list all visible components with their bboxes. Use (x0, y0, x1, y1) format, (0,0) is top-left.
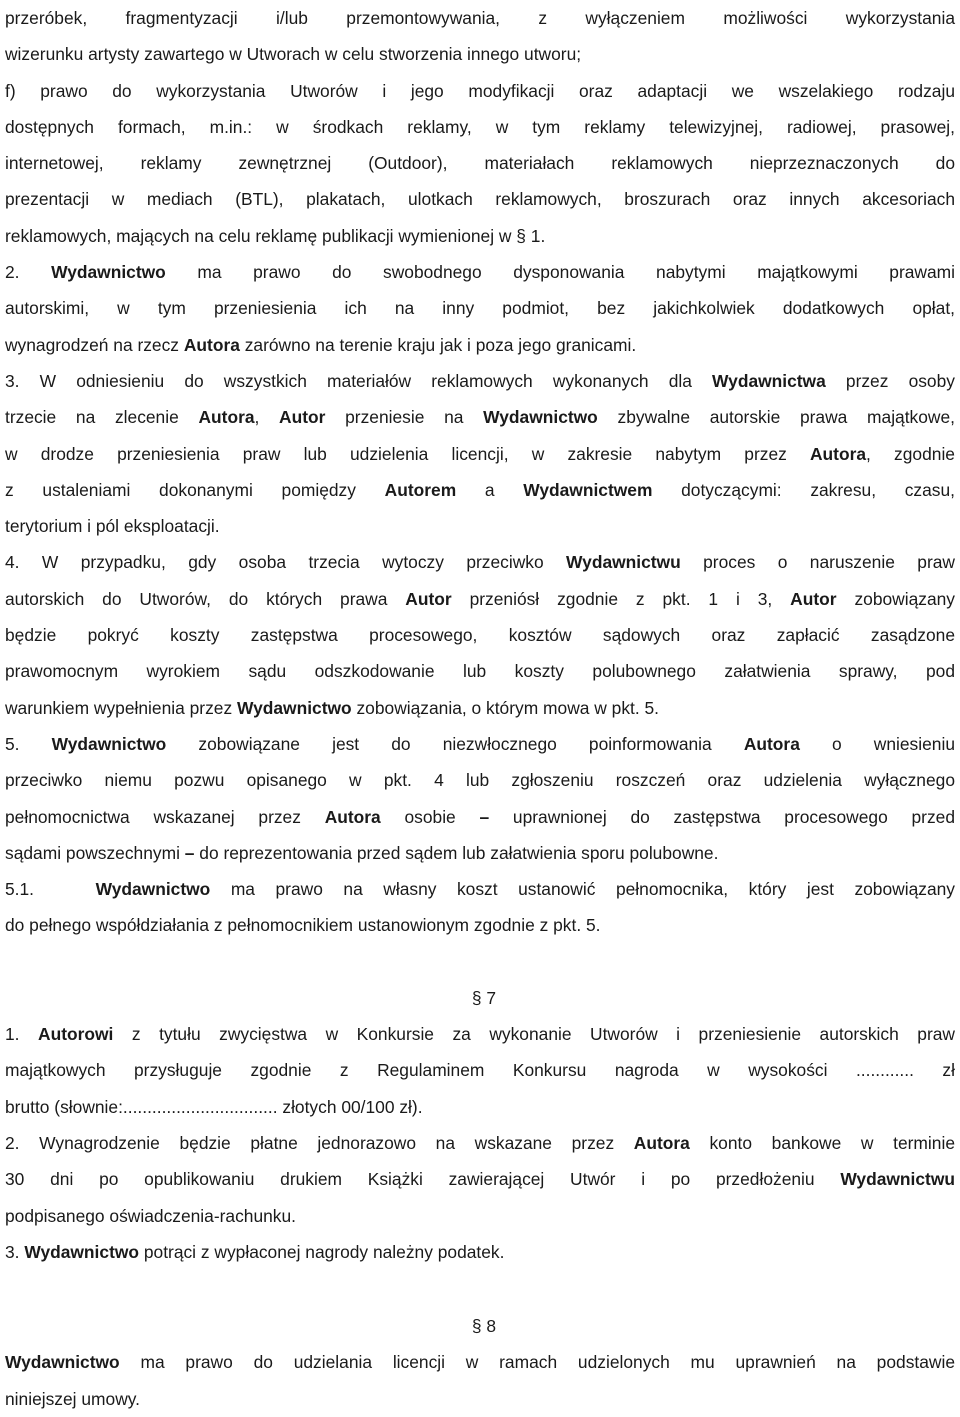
bold-term: Autora (810, 443, 867, 464)
section-heading-8: § 8 (471, 1316, 497, 1337)
bold-term: Autora (183, 334, 240, 355)
text-run: przeciwko niemu pozwu opisanego w pkt. 4 lub zgłoszeniu roszczeń oraz udzielenia wyłącznego (5, 770, 955, 791)
text-run: 5.1. (5, 879, 96, 900)
text-line (5, 871, 955, 907)
text-run: zobowiązany (836, 588, 955, 609)
bold-term: Wydawnictwu (566, 552, 681, 573)
text-run: majątkowych przysługuje zgodnie z Regulaminem Konkursu nagroda w wysokości ............ zł (5, 1060, 955, 1081)
bold-term: Wydawnictwo (24, 1241, 140, 1262)
text-run: prezentacji w mediach (BTL), plakatach, ulotkach reklamowych, broszurach oraz innych akcesoriach (5, 189, 955, 210)
text-run: będzie pokryć koszty zastępstwa procesowego, kosztów sądowych oraz zapłacić zasądzone (5, 625, 955, 646)
text-run: prawomocnym wyrokiem sądu odszkodowanie lub koszty polubownego załatwienia sprawy, pod (5, 661, 955, 682)
section-6-continuation (5, 0, 955, 944)
text-run: autorskimi, w tym przeniesienia ich na inny podmiot, bez jakichkolwiek dodatkowych opłat, (5, 298, 955, 319)
text-line (5, 653, 955, 689)
text-run: wynagrodzeń na rzecz (5, 334, 184, 355)
text-line (5, 581, 955, 617)
bold-term: Autorem (384, 479, 457, 500)
text-line (5, 690, 955, 726)
text-run: trzecie na zlecenie (5, 407, 199, 428)
text-line (5, 109, 955, 145)
text-run: brutto (słownie:................................ złotych 00/100 zł). (5, 1096, 423, 1117)
bold-term: Wydawnictwo (51, 733, 167, 754)
bold-term: Wydawnictwo (5, 1352, 120, 1373)
text-run: zarówno na terenie kraju jak i poza jego granicami. (239, 334, 637, 355)
bold-term: Wydawnictwa (712, 370, 826, 391)
text-run: , (254, 407, 280, 428)
bold-term: Autora (324, 806, 381, 827)
bold-term: Autor (405, 588, 452, 609)
text-run: z ustaleniami dokonanymi pomiędzy (5, 479, 385, 500)
text-line (5, 218, 955, 254)
text-line (5, 36, 955, 72)
bold-term: Wydawnictwo (236, 697, 352, 718)
bold-term: Autora (198, 407, 255, 428)
text-run: ma prawo do udzielania licencji w ramach udzielonych mu uprawnień na podstawie (119, 1352, 955, 1373)
text-run: zobowiązane jest do niezwłocznego poinformowania (166, 733, 744, 754)
text-run: 4. W przypadku, gdy osoba trzecia wytoczy przeciwko (5, 552, 567, 573)
text-line (5, 835, 955, 871)
bold-term: Wydawnictwem (523, 479, 653, 500)
text-run: przeróbek, fragmentyzacji i/lub przemontowywania, z wyłączeniem możliwości wykorzystania (5, 8, 955, 28)
bold-term: Wydawnictwo (95, 879, 211, 900)
text-run: wizerunku artysty zawartego w Utworach w celu stworzenia innego utworu; (5, 44, 582, 65)
text-run: 1. (5, 1024, 39, 1045)
text-run: zobowiązania, o którym mowa w pkt. 5. (351, 697, 660, 718)
text-run: ma prawo na własny koszt ustanowić pełnomocnika, który jest zobowiązany (210, 879, 955, 900)
text-run: podpisanego oświadczenia-rachunku. (5, 1205, 297, 1226)
bold-term: Autora (633, 1132, 690, 1153)
text-line (5, 544, 955, 580)
text-run: , zgodnie (866, 443, 955, 464)
text-run: o wniesieniu (799, 733, 955, 754)
bold-term: Autor (279, 407, 326, 428)
text-line (5, 726, 955, 762)
text-run: konto bankowe w terminie (689, 1132, 955, 1153)
bold-term: Wydawnictwo (51, 262, 166, 283)
text-line (5, 1052, 955, 1088)
text-line (5, 254, 955, 290)
text-line (5, 73, 955, 109)
text-run: z tytułu zwycięstwa w Konkursie za wykonanie Utworów i przeniesienie autorskich praw (113, 1024, 955, 1045)
text-line (5, 1089, 955, 1125)
text-line (5, 290, 955, 326)
text-line (5, 1234, 955, 1270)
bold-term: Autora (743, 733, 800, 754)
text-line (5, 363, 955, 399)
text-run: 2. (5, 262, 52, 283)
text-run: 5. (5, 733, 52, 754)
text-run: warunkiem wypełnienia przez (5, 697, 237, 718)
text-run: niniejszej umowy. (5, 1388, 140, 1409)
document-page (5, 0, 955, 1417)
text-line (5, 436, 955, 472)
bold-term: Autor (790, 588, 837, 609)
text-line (5, 0, 955, 36)
section-heading-7: § 7 (471, 987, 497, 1008)
text-run: zbywalne autorskie prawa majątkowe, (597, 407, 955, 428)
text-line (5, 399, 955, 435)
text-line (5, 617, 955, 653)
text-line (5, 508, 955, 544)
text-run: uprawnionej do zastępstwa procesowego przed (489, 806, 955, 827)
text-line (5, 1161, 955, 1197)
text-line (5, 1344, 955, 1380)
text-line (5, 907, 955, 943)
text-line (5, 145, 955, 181)
text-run: do pełnego współdziałania z pełnomocnikiem ustanowionym zgodnie z pkt. 5. (5, 915, 601, 936)
text-line (5, 472, 955, 508)
text-run: 3. (5, 1241, 25, 1262)
text-run: f) prawo do wykorzystania Utworów i jego modyfikacji oraz adaptacji we wszelakiego rodzaju (5, 80, 955, 101)
bold-term: – (184, 842, 195, 863)
text-run: przeniósł zgodnie z pkt. 1 i 3, (451, 588, 791, 609)
text-run: sądami powszechnymi (5, 842, 185, 863)
text-line (5, 327, 955, 363)
text-run: proces o naruszenie praw (680, 552, 955, 573)
bold-term: Wydawnictwu (840, 1169, 955, 1190)
text-run: 3. W odniesieniu do wszystkich materiałów reklamowych wykonanych dla (5, 370, 713, 391)
text-run: w drodze przeniesienia praw lub udzielenia licencji, w zakresie nabytym przez (5, 443, 810, 464)
text-run: ma prawo do swobodnego dysponowania nabytymi majątkowymi prawami (165, 262, 956, 283)
text-line (5, 1016, 955, 1052)
text-run: dostępnych formach, m.in.: w środkach reklamy, w tym reklamy telewizyjnej, radiowej, prasowej, (5, 116, 955, 137)
text-line (5, 1381, 955, 1417)
text-run: 30 dni po opublikowaniu drukiem Książki zawierającej Utwór i po przedłożeniu (5, 1169, 841, 1190)
bold-term: – (479, 806, 490, 827)
text-run: internetowej, reklamy zewnętrznej (Outdoor), materiałach reklamowych nieprzeznaczonych do (5, 153, 955, 174)
text-run: przeniesie na (325, 407, 484, 428)
text-run: osobie (380, 806, 480, 827)
text-line (5, 1125, 955, 1161)
section-7-body (5, 1016, 955, 1270)
text-run: dotyczącymi: zakresu, czasu, (652, 479, 956, 500)
text-run: reklamowych, mających na celu reklamę publikacji wymienionej w § 1. (5, 225, 546, 246)
text-run: potrąci z wypłaconej nagrody należny podatek. (139, 1241, 505, 1262)
text-line (5, 762, 955, 798)
text-run: przez osoby (825, 370, 955, 391)
text-line (5, 799, 955, 835)
text-run: do reprezentowania przed sądem lub załatwienia sporu polubowne. (194, 842, 719, 863)
text-run: 2. Wynagrodzenie będzie płatne jednorazowo na wskazane przez (5, 1132, 634, 1153)
section-8-body (5, 1344, 955, 1417)
text-run: pełnomocnictwa wskazanej przez (5, 806, 325, 827)
text-run: terytorium i pól eksploatacji. (5, 516, 220, 537)
text-run: autorskich do Utworów, do których prawa (5, 588, 406, 609)
bold-term: Wydawnictwo (483, 407, 598, 428)
bold-term: Autorowi (38, 1024, 114, 1045)
text-run: a (456, 479, 524, 500)
text-line (5, 1198, 955, 1234)
text-line (5, 181, 955, 217)
